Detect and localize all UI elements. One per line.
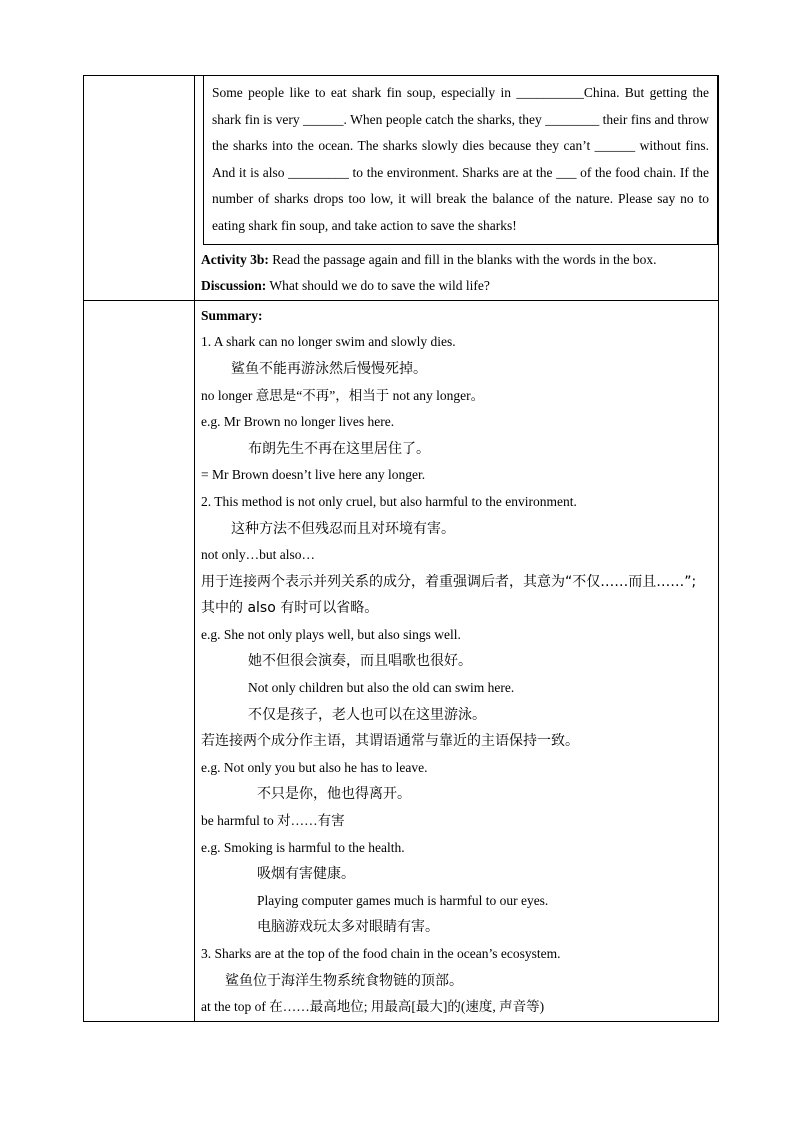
activity-3b bbox=[201, 247, 718, 274]
summary-row bbox=[84, 300, 719, 1021]
discussion-label: Discussion: bbox=[201, 278, 267, 294]
row2-left-cell bbox=[84, 300, 195, 1021]
summary-line: = Mr Brown doesn’t live here any longer. bbox=[201, 467, 426, 483]
summary-title: Summary: bbox=[201, 307, 263, 323]
summary-line: 鲨鱼位于海洋生物系统食物链的顶部。 bbox=[225, 972, 463, 989]
summary-line: 布朗先生不再在这里居住了。 bbox=[248, 440, 430, 457]
summary-line: 她不但很会演奏，而且唱歌也很好。 bbox=[248, 653, 472, 670]
summary-line: Playing computer games much is harmful to our eyes. bbox=[257, 892, 549, 908]
summary-line: 用于连接两个表示并列关系的成分，着重强调后者，其意为“不仅……而且……”; 其中的 also 有时可以省略。 bbox=[201, 573, 697, 617]
summary-line: 电脑游戏玩太多对眼睛有害。 bbox=[257, 919, 439, 936]
summary-line: e.g. Smoking is harmful to the health. bbox=[201, 839, 405, 855]
summary-line: Not only children but also the old can swim here. bbox=[248, 680, 515, 696]
passage-row bbox=[84, 76, 719, 301]
row1-left-cell bbox=[84, 76, 195, 301]
summary-line: 这种方法不但残忍而且对环境有害。 bbox=[231, 520, 455, 537]
summary-line: e.g. Mr Brown no longer lives here. bbox=[201, 414, 395, 430]
lesson-table bbox=[83, 75, 719, 1022]
discussion-text: What should we do to save the wild life? bbox=[266, 278, 490, 294]
summary-line: 1. A shark can no longer swim and slowly dies. bbox=[201, 334, 456, 350]
activity-block bbox=[195, 245, 718, 300]
summary-line: 不只是你，他也得离开。 bbox=[257, 786, 411, 803]
summary-line: not only…but also… bbox=[201, 547, 315, 563]
passage-box: Some people like to eat shark fin soup, especially in __________China. But getting the shark fin is very ______. When people catch the sharks, they ________ their fins and throw the sharks into the ocean. The sharks slowly dies because they can’t ______ without fins. And it is also _________ to the environment. Sharks are at the ___ of the food chain. If the number of sharks drops too low, it will break the balance of the nature. Please say no to eating shark fin soup, and take action to save the sharks! bbox=[203, 76, 718, 245]
row1-content-cell bbox=[195, 76, 719, 301]
activity-text: Read the passage again and fill in the blanks with the words in the box. bbox=[268, 251, 657, 267]
summary-line: 3. Sharks are at the top of the food chain in the ocean’s ecosystem. bbox=[201, 946, 561, 961]
summary-line: 吸烟有害健康。 bbox=[257, 866, 355, 883]
summary-line: be harmful to 对……有害 bbox=[201, 813, 345, 829]
summary-line: 不仅是孩子，老人也可以在这里游泳。 bbox=[248, 706, 486, 723]
summary-line: 若连接两个成分作主语，其谓语通常与靠近的主语保持一致。 bbox=[201, 733, 579, 750]
summary-line: 2. This method is not only cruel, but also harmful to the environment. bbox=[201, 493, 577, 509]
summary-line: 鲨鱼不能再游泳然后慢慢死掉。 bbox=[231, 360, 427, 377]
discussion bbox=[201, 273, 718, 300]
activity-label: Activity 3b: bbox=[201, 251, 269, 267]
summary-block bbox=[195, 301, 718, 1021]
summary-line: no longer 意思是“不再”，相当于 not any longer。 bbox=[201, 387, 485, 403]
row2-content-cell bbox=[195, 300, 719, 1021]
summary-line: e.g. Not only you but also he has to leave. bbox=[201, 759, 428, 775]
summary-line: e.g. She not only plays well, but also sings well. bbox=[201, 626, 461, 642]
summary-line: at the top of 在……最高地位; 用最高[最大]的(速度, 声音等) bbox=[201, 999, 545, 1015]
